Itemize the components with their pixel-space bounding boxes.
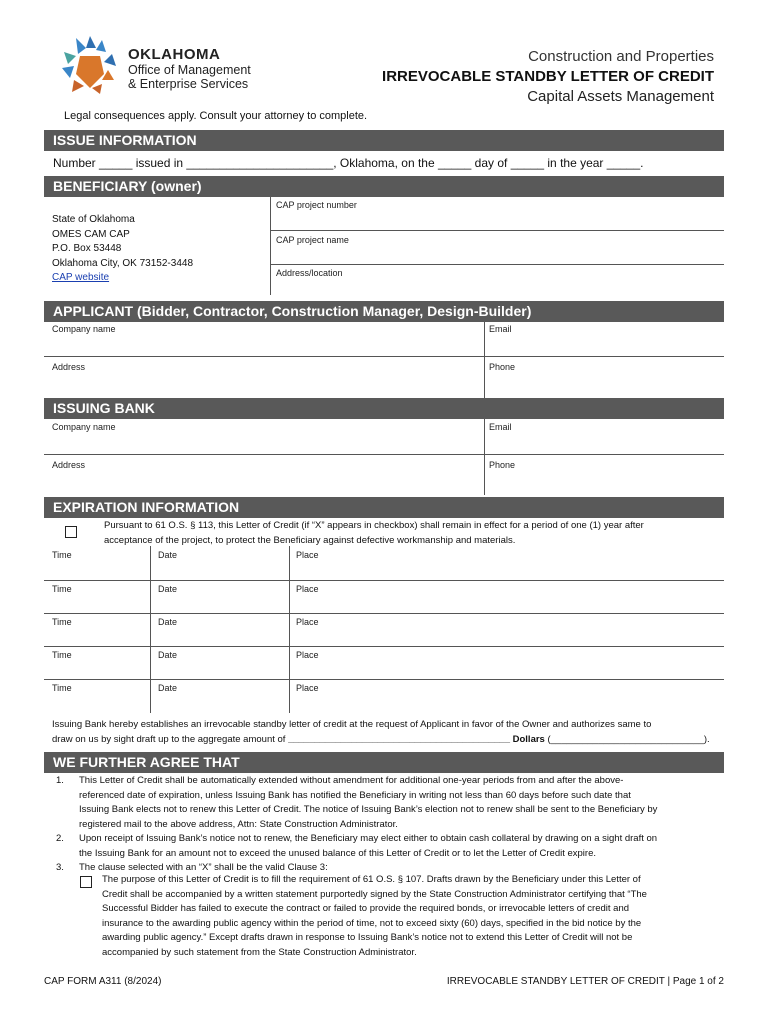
clause3-checkbox[interactable] — [80, 876, 92, 888]
statement-line-2 — [52, 733, 724, 748]
item-text — [79, 774, 657, 832]
time-field[interactable]: Time — [52, 650, 72, 660]
date-field[interactable]: Date — [158, 617, 178, 627]
address-line: State of Oklahoma — [52, 214, 135, 225]
section-bank-heading: ISSUING BANK — [44, 398, 724, 419]
item-line: registered mail to the above address, Attn: State Construction Administrator. — [79, 818, 398, 830]
time-field[interactable]: Time — [52, 550, 72, 560]
divider — [44, 454, 724, 455]
applicant-address-field[interactable]: Address — [52, 362, 86, 372]
expiration-checkbox[interactable] — [65, 526, 77, 538]
legal-note: Legal consequences apply. Consult your attorney to complete. — [64, 110, 368, 122]
item-line: referenced date of expiration, unless Issuing Bank has notified the Beneficiary in writing not less than 60 days before such date that — [79, 789, 631, 801]
time-field[interactable]: Time — [52, 617, 72, 627]
statement-text: draw on us by sight draft up to the aggregate amount of — [52, 733, 289, 745]
clause-line: The purpose of this Letter of Credit is to fill the requirement of 61 O.S. § 107. Drafts drawn by the Beneficiary under this Letter of — [102, 874, 641, 885]
clause3-text — [102, 873, 724, 960]
issue-line[interactable]: Number _____ issued in ______________________, Oklahoma, on the _____ day of _____ in the year _____. — [53, 156, 644, 170]
divider — [270, 264, 724, 265]
clause-line: Successful Bidder has failed to execute the contract or failed to provide the required bonds, or irrevocable letters of credit and — [102, 903, 630, 914]
place-field[interactable]: Place — [296, 550, 319, 560]
section-beneficiary-heading: BENEFICIARY (owner) — [44, 176, 724, 197]
cap-website-link[interactable]: CAP website — [52, 272, 110, 283]
cap-project-number-field[interactable]: CAP project number — [276, 200, 357, 210]
item-line: Issuing Bank elects not to renew this Letter of Credit. The notice of Issuing Bank’s election not to renew shall be sent to the Beneficiary by — [79, 804, 658, 815]
section-issue-heading: ISSUE INFORMATION — [44, 130, 724, 151]
amount-numeric-blank[interactable]: (_____________________________). — [547, 733, 710, 745]
clause-line: accompanied by such statement from the State Construction Administrator. — [102, 946, 417, 958]
divider — [44, 356, 724, 357]
beneficiary-address — [52, 213, 193, 286]
section-agree-heading: WE FURTHER AGREE THAT — [44, 752, 724, 773]
place-field[interactable]: Place — [296, 650, 319, 660]
item-line: Upon receipt of Issuing Bank’s notice not to renew, the Beneficiary may elect either to obtain cash collateral by drawing on a sight draft on — [79, 833, 658, 844]
expiration-text-line: acceptance of the project, to protect the Beneficiary against defective workmanship and materials. — [104, 534, 516, 546]
divider — [270, 197, 271, 295]
form-title: IRREVOCABLE STANDBY LETTER OF CREDIT — [382, 68, 714, 85]
date-field[interactable]: Date — [158, 550, 178, 560]
omes-logo — [56, 34, 122, 96]
section-applicant-heading: APPLICANT (Bidder, Contractor, Construction Manager, Design-Builder) — [44, 301, 724, 322]
address-location-field[interactable]: Address/location — [276, 268, 343, 278]
divider — [150, 546, 151, 713]
bank-company-field[interactable]: Company name — [52, 422, 116, 432]
date-field[interactable]: Date — [158, 584, 178, 594]
clause-line: awarding public agency.” Except drafts drawn in response to Issuing Bank’s notice not to extend this Letter of Credit will not be — [102, 932, 633, 943]
issuing-statement — [52, 718, 724, 747]
division-title: Construction and Properties — [528, 48, 714, 65]
bank-address-field[interactable]: Address — [52, 460, 86, 470]
clause-line: insurance to the awarding public agency within the period of time, not to exceed sixty (60) days, specified in the bid notice by the — [102, 917, 642, 929]
divider — [289, 546, 290, 713]
logo-agency-line2: & Enterprise Services — [128, 77, 249, 91]
place-field[interactable]: Place — [296, 683, 319, 693]
divider — [484, 419, 485, 495]
item-text — [79, 832, 657, 861]
list-item — [56, 832, 724, 861]
address-line: OMES CAM CAP — [52, 228, 130, 240]
divider — [484, 322, 485, 398]
cap-project-name-field[interactable]: CAP project name — [276, 235, 349, 245]
divider — [44, 613, 724, 614]
time-field[interactable]: Time — [52, 584, 72, 594]
amount-blank[interactable]: __________________________________________ — [288, 733, 510, 745]
divider — [44, 679, 724, 680]
logo-agency-line1: Office of Management — [128, 63, 251, 77]
item-line: This Letter of Credit shall be automatically extended without amendment for additional one-year periods from and after the above- — [79, 775, 624, 786]
place-field[interactable]: Place — [296, 617, 319, 627]
form-number: CAP FORM A311 (8/2024) — [44, 976, 162, 987]
bank-phone-field[interactable]: Phone — [489, 460, 516, 470]
expiration-text — [104, 519, 644, 548]
divider — [270, 230, 724, 231]
section-expiration-heading: EXPIRATION INFORMATION — [44, 497, 724, 518]
agree-list — [56, 774, 724, 876]
place-field[interactable]: Place — [296, 584, 319, 594]
applicant-phone-field[interactable]: Phone — [489, 362, 516, 372]
logo-state-name: OKLAHOMA — [128, 46, 221, 63]
clause-line: Credit shall be accompanied by a written statement purportedly signed by the State Construction Administrator certifying that “The — [102, 888, 647, 900]
item-number: 2. — [56, 833, 64, 844]
statement-line: Issuing Bank hereby establishes an irrevocable standby letter of credit at the request of Applicant in favor of the Owner and authorizes same to — [52, 719, 652, 730]
applicant-company-field[interactable]: Company name — [52, 324, 116, 334]
address-line: Oklahoma City, OK 73152-3448 — [52, 257, 194, 269]
bank-email-field[interactable]: Email — [489, 422, 512, 432]
address-line: P.O. Box 53448 — [52, 243, 122, 254]
item-line: the Issuing Bank for an amount not to exceed the unused balance of this Letter of Credit or to let the Letter of Credit expire. — [79, 847, 597, 859]
date-field[interactable]: Date — [158, 683, 178, 693]
divider — [44, 646, 724, 647]
item-number: 3. — [56, 862, 64, 873]
item-line: The clause selected with an “X” shall be the valid Clause 3: — [79, 862, 328, 873]
divider — [44, 580, 724, 581]
expiration-grid — [44, 546, 724, 713]
date-field[interactable]: Date — [158, 650, 178, 660]
applicant-email-field[interactable]: Email — [489, 324, 512, 334]
logo-star-icon — [56, 34, 122, 96]
time-field[interactable]: Time — [52, 683, 72, 693]
department-title: Capital Assets Management — [527, 88, 714, 105]
item-number: 1. — [56, 775, 64, 786]
page-footer: IRREVOCABLE STANDBY LETTER OF CREDIT | Page 1 of 2 — [446, 976, 724, 987]
expiration-text-line: Pursuant to 61 O.S. § 113, this Letter of Credit (if “X” appears in checkbox) shall remain in effect for a period of one (1) year after — [104, 520, 644, 531]
dollars-label: Dollars — [509, 733, 548, 745]
list-item — [56, 774, 724, 832]
